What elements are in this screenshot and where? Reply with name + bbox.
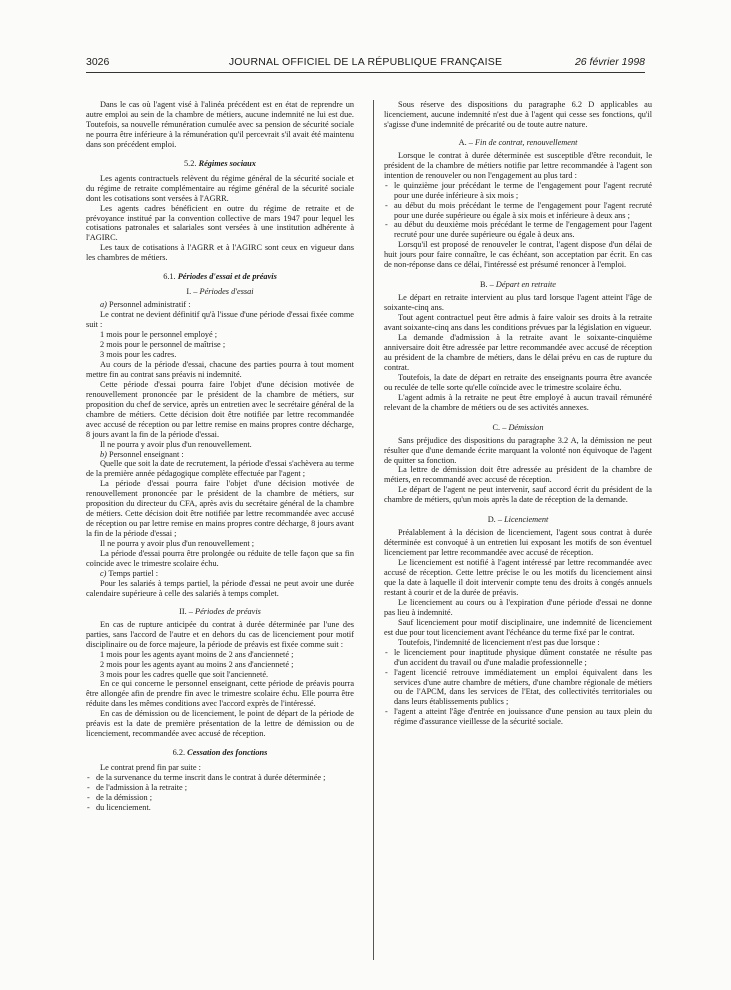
paragraph: Sans préjudice des dispositions du paragraphe 3.2 A, la démission ne peut résulter que d'une demande écrite marquant la volonté non équivoque de l'agent de quitter sa fonction. (384, 435, 652, 465)
issue-date: 26 février 1998 (574, 56, 645, 68)
notice-period-list (86, 650, 354, 680)
right-column (384, 100, 652, 727)
subsection-number: A. – (458, 137, 473, 147)
paragraph: Le licenciement est notifié à l'agent intéressé par lettre recommandée avec accusé de réception. Cette lettre précise le ou les motifs du licenciement ainsi que la date à laquelle il doit intervenir compte tenu des droits à congés annuels restant à courir et de la durée de préavis. (384, 558, 652, 597)
list-item: 3 mois pour les cadres. (100, 349, 177, 359)
paragraph: Le départ en retraite intervient au plus tard lorsque l'agent atteint l'âge de soixante-cinq ans. (384, 293, 652, 313)
subsection-title: Démission (508, 422, 544, 432)
list-item: - au début du mois précédant le terme de l'engagement pour l'agent recruté pour une durée supérieure ou égale à six mois et inférieure à deux ans ; (384, 201, 652, 221)
section-heading-6-2 (86, 748, 354, 758)
paragraph: Lorsque le contrat à durée déterminée est susceptible d'être reconduit, le président de la chambre de métiers notifie par lettre recommandée à l'agent son intention de renouveler ou non l'engagement au plus tard : (384, 150, 652, 180)
subsection-number: II. – (179, 606, 193, 616)
paragraph: Tout agent contractuel peut être admis à faire valoir ses droits à la retraite avant soixante-cinq ans dans les conditions prévues par la législation en vigueur. (384, 313, 652, 333)
paragraph: La lettre de démission doit être adressée au président de la chambre de métiers, en recommandé avec accusé de réception. (384, 465, 652, 485)
item-letter: a) (100, 300, 107, 310)
paragraph: En ce qui concerne le personnel enseignant, cette période de préavis pourra être allongée afin de prendre fin avec le trimestre scolaire échu. Elle pourra être réduite dans les mêmes conditions avec l'accord exprès de l'intéressé. (86, 679, 354, 709)
renewal-deadline-list (384, 181, 652, 241)
list-item: 1 mois pour le personnel employé ; (100, 330, 218, 340)
subsection-heading-A (384, 138, 652, 148)
termination-causes-list (86, 773, 354, 813)
section-title: Périodes d'essai et de préavis (177, 272, 277, 282)
list-item: 1 mois pour les agents ayant moins de 2 ans d'ancienneté ; (100, 649, 294, 659)
subsection-heading-B (384, 280, 652, 290)
item-letter: b) (100, 449, 107, 459)
subsection-title: Périodes d'essai (199, 287, 254, 297)
subsection-heading-D (384, 515, 652, 525)
item-text: Personnel enseignant : (109, 449, 184, 459)
paragraph: Le contrat ne devient définitif qu'à l'issue d'une période d'essai fixée comme suit : (86, 310, 354, 330)
no-indemnity-cases-list (384, 648, 652, 728)
list-item: - de la démission ; (86, 793, 354, 803)
list-item: 3 mois pour les cadres quelle que soit l'ancienneté. (100, 669, 269, 679)
section-number: 6.2. (172, 748, 186, 758)
paragraph: La période d'essai pourra être prolongée ou réduite de telle façon que sa fin coïncide avec le trimestre scolaire échu. (86, 549, 354, 568)
item-text: Personnel administratif : (109, 300, 191, 310)
section-number: 5.2. (184, 158, 197, 168)
paragraph: L'agent admis à la retraite ne peut être employé à aucun travail rémunéré relevant de la chambre de métiers ou de ses activités annexes. (384, 392, 652, 412)
paragraph: Il ne pourra y avoir plus d'un renouvellement. (100, 439, 252, 449)
paragraph: Toutefois, la date de départ en retraite des enseignants pourra être avancée ou reculée de telle sorte qu'elle coïncide avec le trimestre scolaire échu. (384, 372, 652, 392)
subsection-title: Départ en retraite (495, 280, 556, 290)
list-item: - de l'admission à la retraite ; (86, 783, 354, 793)
paragraph: Au cours de la période d'essai, chacune des parties pourra à tout moment mettre fin au contrat sans préavis ni indemnité. (86, 359, 354, 379)
paragraph: Préalablement à la décision de licenciement, l'agent sous contrat à durée déterminée est convoqué à un entretien lui exposant les motifs de son éventuel licenciement par lettre recommandée avec accusé de réception. (384, 528, 652, 558)
column-divider (373, 100, 374, 960)
section-heading-6-1 (86, 272, 354, 282)
subsection-title: Fin de contrat, renouvellement (474, 137, 578, 147)
list-item: - l'agent a atteint l'âge d'entrée en jouissance d'une pension au taux plein du régime d'assurance vieillesse de la sécurité sociale. (384, 707, 652, 727)
list-item: - le licenciement pour inaptitude physique dûment constatée ne résulte pas d'un accident du travail ou d'une maladie professionnelle ; (384, 648, 652, 668)
list-item: - du licenciement. (86, 803, 354, 813)
paragraph: Toutefois, l'indemnité de licenciement n'est pas due lorsque : (398, 637, 600, 647)
paragraph: La période d'essai pourra faire l'objet d'une décision motivée de renouvellement prononcée par le président de la chambre de métiers, sur proposition du directeur du CFA, après avis du secrétaire général de la chambre de métiers. Cette décision doit être notifiée par lettre recommandée avec accusé de réception ou par lettre remise en mains propres contre décharge, 8 jours avant la fin de la période d'essai ; (86, 479, 354, 539)
page-header (86, 56, 645, 73)
section-title: Cessation des fonctions (187, 748, 268, 758)
paragraph: En cas de rupture anticipée du contrat à durée déterminée par l'une des parties, sans l'accord de l'autre et en dehors du cas de licenciement pour motif disciplinaire ou de force majeure, la période de préavis est fixée comme suit : (86, 619, 354, 649)
list-item: - au début du deuxième mois précédant le terme de l'engagement pour l'agent recruté pour une durée supérieure ou égale à deux ans. (384, 220, 652, 240)
section-title: Régimes sociaux (198, 158, 256, 168)
paragraph: Il ne pourra y avoir plus d'un renouvellement ; (100, 539, 255, 549)
item-letter: c) (100, 568, 107, 578)
subsection-heading-I (86, 287, 354, 297)
paragraph: Le licenciement au cours ou à l'expiration d'une période d'essai ne donne pas lieu à indemnité. (384, 597, 652, 617)
paragraph: Cette période d'essai pourra faire l'objet d'une décision motivée de renouvellement prononcée par le président de la chambre de métiers, sur proposition du chef de service, après un entretien avec le secrétaire général de la chambre de métiers. Cette décision doit être notifiée par lettre recommandée avec accusé de réception ou par lettre remise en mains propres contre décharge, 8 jours avant la fin de la période d'essai. (86, 379, 354, 439)
paragraph: Quelle que soit la date de recrutement, la période d'essai s'achèvera au terme de la première année pédagogique complète effectuée par l'agent ; (86, 459, 354, 479)
item-text: Temps partiel : (108, 568, 159, 578)
trial-period-list (86, 330, 354, 360)
list-item: - de la survenance du terme inscrit dans le contrat à durée déterminée ; (86, 773, 354, 783)
subsection-number: I. – (186, 287, 198, 297)
left-column (86, 100, 354, 813)
paragraph: La demande d'admission à la retraite avant le soixante-cinquième anniversaire doit être adressée par lettre recommandée avec accusé de réception au président de la chambre de métiers, dans le délai prévu en cas de rupture du contrat. (384, 333, 652, 372)
list-item: - l'agent licencié retrouve immédiatement un emploi équivalent dans les services d'une autre chambre de métiers, d'une chambre régionale de métiers ou de l'APCM, dans les services de l'Etat, des collectivités territoriales ou dans leurs établissements publics ; (384, 668, 652, 708)
subsection-number: C. – (492, 422, 507, 432)
subsection-title: Licenciement (504, 515, 549, 525)
page-number: 3026 (86, 56, 110, 68)
paragraph: Les taux de cotisations à l'AGRR et à l'AGIRC sont ceux en vigueur dans les chambres de métiers. (86, 243, 354, 263)
paragraph: Les agents cadres bénéficient en outre du régime de retraite et de prévoyance institué par la convention collective de mars 1947 pour lequel les cotisations patronales et salariales sont versées à une institution adhérente à l'AGIRC. (86, 203, 354, 243)
paragraph: En cas de démission ou de licenciement, le point de départ de la période de préavis est la date de première présentation de la lettre de démission ou de licenciement, recommandée avec accusé de réception. (86, 709, 354, 739)
paragraph: Le contrat prend fin par suite : (100, 763, 201, 773)
subsection-heading-C (384, 423, 652, 433)
section-heading-5-2 (86, 159, 354, 169)
paragraph: Le départ de l'agent ne peut intervenir, sauf accord écrit du président de la chambre de métiers, qu'un mois après la date de réception de la demande. (384, 485, 652, 505)
subsection-title: Périodes de préavis (195, 606, 261, 616)
section-number: 6.1. (163, 272, 176, 282)
item-heading-a (86, 300, 354, 310)
journal-title: JOURNAL OFFICIEL DE LA RÉPUBLIQUE FRANÇAISE (228, 56, 503, 68)
item-heading-c (86, 569, 354, 579)
list-item: 2 mois pour les agents ayant au moins 2 ans d'ancienneté ; (100, 659, 294, 669)
paragraph: Les agents contractuels relèvent du régime général de la sécurité sociale et du régime de retraite complémentaire au régime général de la sécurité sociale dont les cotisations sont versées à l'AGRR. (86, 173, 354, 203)
list-item: - le quinzième jour précédant le terme de l'engagement pour l'agent recruté pour une durée inférieure à six mois ; (384, 181, 652, 201)
paragraph: Dans le cas où l'agent visé à l'alinéa précédent est en état de reprendre un autre emploi au sein de la chambre de métiers, aucune indemnité ne lui est due. Toutefois, sa nouvelle rémunération cumulée avec sa pension de sécurité sociale ne pourra être inférieure à la rémunération qu'il percevrait s'il avait été maintenu dans son précédent emploi. (86, 100, 354, 149)
paragraph: Lorsqu'il est proposé de renouveler le contrat, l'agent dispose d'un délai de huit jours pour faire connaître, le cas échéant, son acceptation par écrit. En cas de non-réponse dans ce délai, l'intéressé est présumé renoncer à l'emploi. (384, 240, 652, 270)
list-item: 2 mois pour le personnel de maîtrise ; (100, 340, 226, 350)
subsection-number: D. – (487, 515, 502, 525)
paragraph: Sauf licenciement pour motif disciplinaire, une indemnité de licenciement est due pour tout licenciement avant l'échéance du terme fixé par le contrat. (384, 617, 652, 637)
subsection-number: B. – (480, 280, 494, 290)
paragraph: Sous réserve des dispositions du paragraphe 6.2 D applicables au licenciement, aucune indemnité n'est due à l'agent qui cesse ses fonctions, qu'il s'agisse d'une indemnité de précarité ou de toute autre nature. (384, 100, 652, 129)
paragraph: Pour les salariés à temps partiel, la période d'essai ne peut avoir une durée calendaire supérieure à celle des salariés à temps complet. (86, 578, 354, 598)
subsection-heading-II (86, 607, 354, 617)
item-heading-b (86, 450, 354, 460)
